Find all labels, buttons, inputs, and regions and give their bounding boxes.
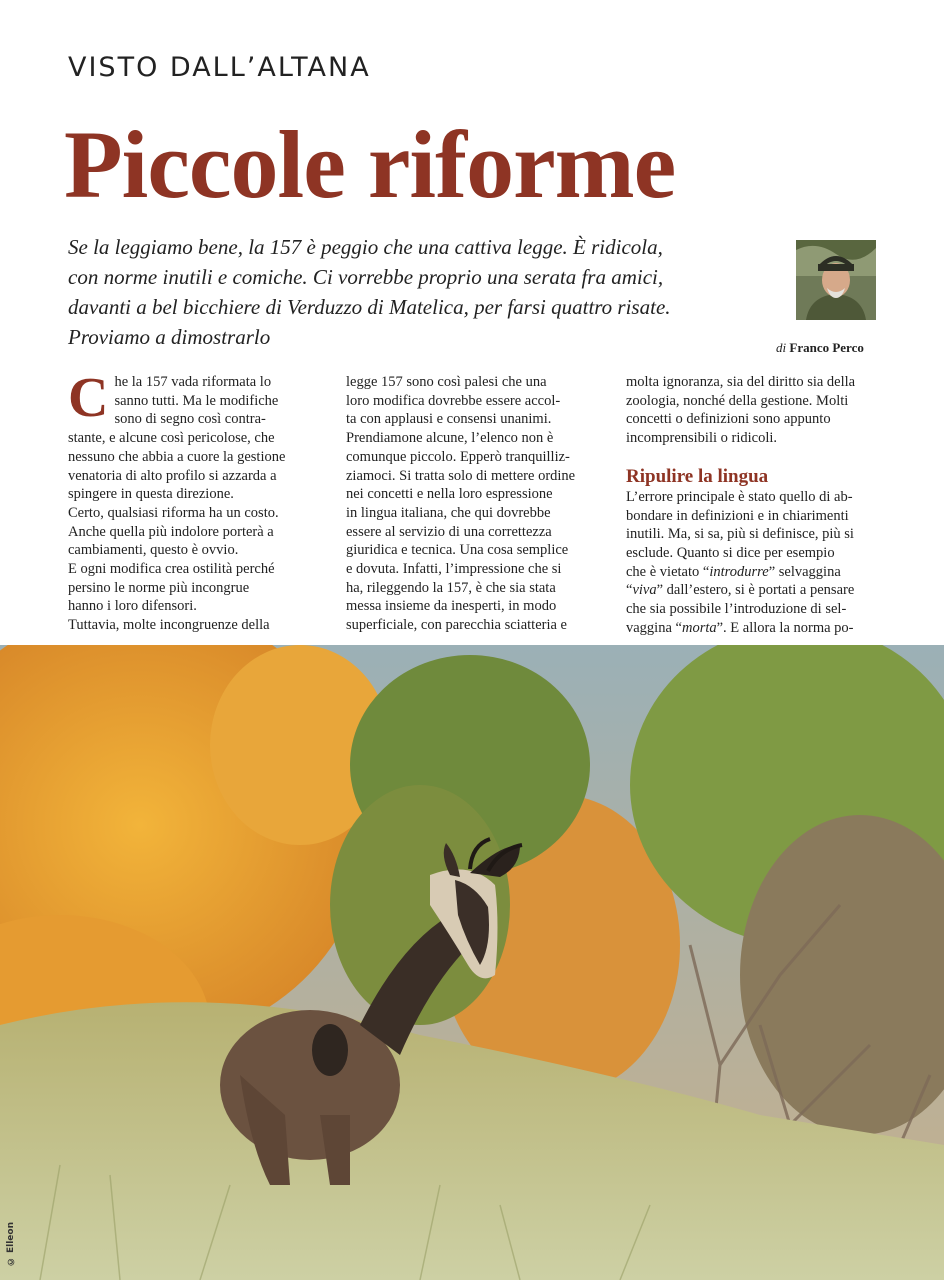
author-name: Franco Perco [789,340,864,355]
body-line: nessuno che abbia a cuore la gestione [68,448,286,465]
body-line: spingere in questa direzione. [68,486,234,503]
photo-credit: © Elleon [6,1222,16,1267]
body-line: stante, e alcune così pericolose, che [68,430,275,447]
body-line: e dovuta. Infatti, l’impressione che si [346,561,562,578]
body-line: Anche quella più indolore porterà a [68,523,274,540]
body-line: inutili. Ma, si sa, più si definisce, più si [626,526,854,543]
body-line: essere al servizio di una correttezza [346,523,552,540]
italic-term: viva [632,582,657,599]
chamois-photo [0,645,944,1280]
author-photo [796,240,876,320]
text-run: ”. E allora la norma po- [716,619,854,636]
italic-term: morta [681,619,717,636]
body-line: nei concetti e nella loro espressione [346,486,553,503]
body-line: comunque piccolo. Epperò tranquilliz- [346,448,570,465]
body-line: sanno tutti. Ma le modifiche [114,392,279,409]
body-line: ta con applausi e consensi unanimi. [346,411,552,428]
body-line: molta ignoranza, sia del diritto sia della [626,374,856,390]
body-line: venatoria di alto profilo si azzarda a [68,467,277,484]
body-line: Prendiamone alcune, l’elenco non è [346,430,554,447]
body-line: esclude. Quanto si dice per esempio [626,544,835,561]
lead-line: davanti a bel bicchiere di Verduzzo di Matelica, per farsi quattro risate. [68,295,671,319]
article-lead [68,232,788,352]
body-line: in lingua italiana, che qui dovrebbe [346,504,551,521]
text-column-3 [626,373,886,637]
byline [776,340,864,356]
italic-term: introdurre [709,563,769,580]
subheading: Ripulire la lingua [626,465,769,487]
body-line [626,619,886,638]
body-line: persino le norme più incongrue [68,579,250,596]
text-run: “ [626,582,633,599]
text-column-1 [68,367,318,635]
text-run: che è vietato “ [626,563,710,580]
body-line: messa insieme da inesperti, in modo [346,598,557,615]
body-line: superficiale, con parecchia sciatteria e [346,617,567,634]
text-run: vaggina “ [626,619,682,636]
body-line: legge 157 sono così palesi che una [346,374,547,390]
body-line: bondare in definizioni e in chiarimenti [626,507,849,524]
section-label: VISTO DALL’ALTANA [68,52,371,83]
byline-prefix: di [776,340,787,355]
body-line: zoologia, nonché della gestione. Molti [626,392,849,409]
body-line: ha, rileggendo la 157, è che sia stata [346,579,556,596]
body-line [626,581,886,600]
body-line: che sia possibile l’introduzione di sel- [626,601,847,618]
body-line: Certo, qualsiasi riforma ha un costo. [68,504,279,521]
body-line: E ogni modifica crea ostilità perché [68,561,275,578]
body-line: Tuttavia, molte incongruenze della [68,617,270,634]
lead-line: Se la leggiamo bene, la 157 è peggio che una cattiva legge. È ridicola, [68,235,663,259]
drop-cap: C [68,367,109,429]
lead-line: Proviamo a dimostrarlo [68,325,271,349]
body-line: hanno i loro difensori. [68,598,197,615]
body-line: giuridica e tecnica. Una cosa semplice [346,542,569,559]
body-line: concetti o definizioni sono appunto [626,411,831,428]
text-column-2 [346,373,596,635]
body-line [626,563,886,582]
text-run: ” dall’estero, si è portati a pensare [656,582,855,599]
body-line: L’errore principale è stato quello di ab- [626,488,853,505]
body-line: cambiamenti, questo è ovvio. [68,542,239,559]
body-line: he la 157 vada riformata lo [114,374,272,390]
lead-line: con norme inutili e comiche. Ci vorrebbe proprio una serata fra amici, [68,265,664,289]
body-line: sono di segno così contra- [114,411,266,428]
article-title: Piccole riforme [64,111,676,218]
body-line: loro modifica dovrebbe essere accol- [346,392,561,409]
body-line: ziamoci. Si tratta solo di mettere ordine [346,467,576,484]
body-line: incomprensibili o ridicoli. [626,430,778,447]
text-run: ” selvaggina [768,563,841,580]
